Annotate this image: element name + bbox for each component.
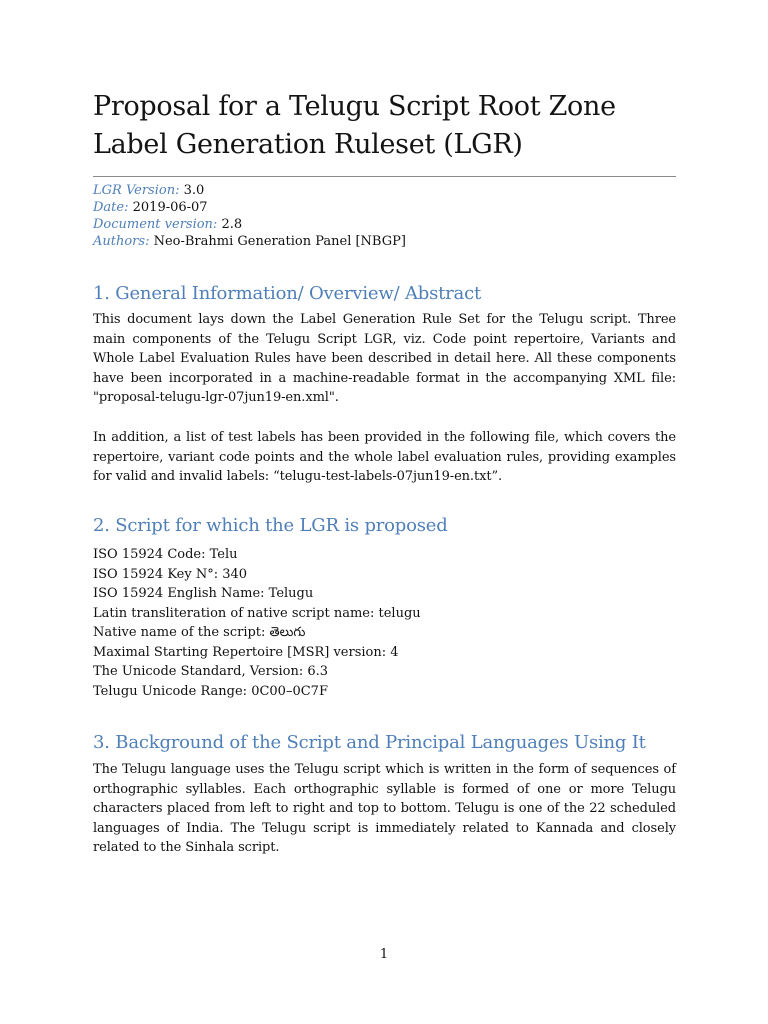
meta-value: Neo-Brahmi Generation Panel [NBGP] (153, 234, 406, 249)
meta-date (93, 199, 676, 216)
meta-lgr-version (93, 182, 676, 199)
script-info-line: Telugu Unicode Range: 0C00–0C7F (93, 683, 328, 699)
section1-paragraph-2: In addition, a list of test labels has been provided in the following file, which covers the repertoire, variant code points and the whole label evaluation rules, providing examples for valid and invalid labels: “telugu-test-labels-07jun19-en.txt”. (93, 430, 676, 484)
script-info-line: Native name of the script: తెలుగు (93, 625, 306, 640)
section-heading-script: 2. Script for which the LGR is proposed (93, 515, 448, 536)
section1-paragraph-1: This document lays down the Label Generation Rule Set for the Telugu script. Three main components of the Telugu Script LGR, viz. Code point repertoire, Variants and Whole Label Evaluation Rules have been described in detail here. All these components have been incorporated in a machine-readable format in the accompanying XML file: "proposal-telugu-lgr-07jun19-en.xml". (93, 312, 676, 405)
meta-key: LGR Version: (93, 183, 180, 198)
script-info-line: ISO 15924 English Name: Telugu (93, 586, 314, 601)
script-info-line: Latin transliteration of native script name: telugu (93, 605, 421, 621)
meta-key: Document version: (93, 217, 218, 232)
script-info-list (93, 545, 676, 701)
meta-value: 2019-06-07 (132, 200, 208, 215)
script-info-line: ISO 15924 Key N°: 340 (93, 566, 248, 582)
page-number: 1 (379, 947, 389, 962)
document-title: Proposal for a Telugu Script Root Zone Label Generation Ruleset (LGR) (93, 91, 616, 160)
script-info-line: The Unicode Standard, Version: 6.3 (93, 664, 329, 679)
document-metadata (93, 182, 676, 250)
script-info-line: Maximal Starting Repertoire [MSR] version: 4 (93, 644, 399, 660)
title-divider (93, 176, 676, 177)
meta-authors (93, 233, 676, 250)
meta-value: 2.8 (221, 217, 243, 232)
section-heading-background: 3. Background of the Script and Principal Languages Using It (93, 732, 646, 753)
meta-key: Date: (93, 200, 129, 215)
meta-value: 3.0 (183, 183, 205, 198)
script-info-line: ISO 15924 Code: Telu (93, 547, 238, 562)
meta-key: Authors: (93, 234, 150, 249)
document-page (93, 88, 676, 855)
meta-document-version (93, 216, 676, 233)
section3-paragraph-1: The Telugu language uses the Telugu script which is written in the form of sequences of orthographic syllables. Each orthographic syllable is formed of one or more Telugu characters placed from left to right and top to bottom. Telugu is one of the 22 scheduled languages of India. The Telugu script is immediately related to Kannada and closely related to the Sinhala script. (93, 762, 676, 855)
section-heading-general-information: 1. General Information/ Overview/ Abstract (93, 283, 481, 304)
